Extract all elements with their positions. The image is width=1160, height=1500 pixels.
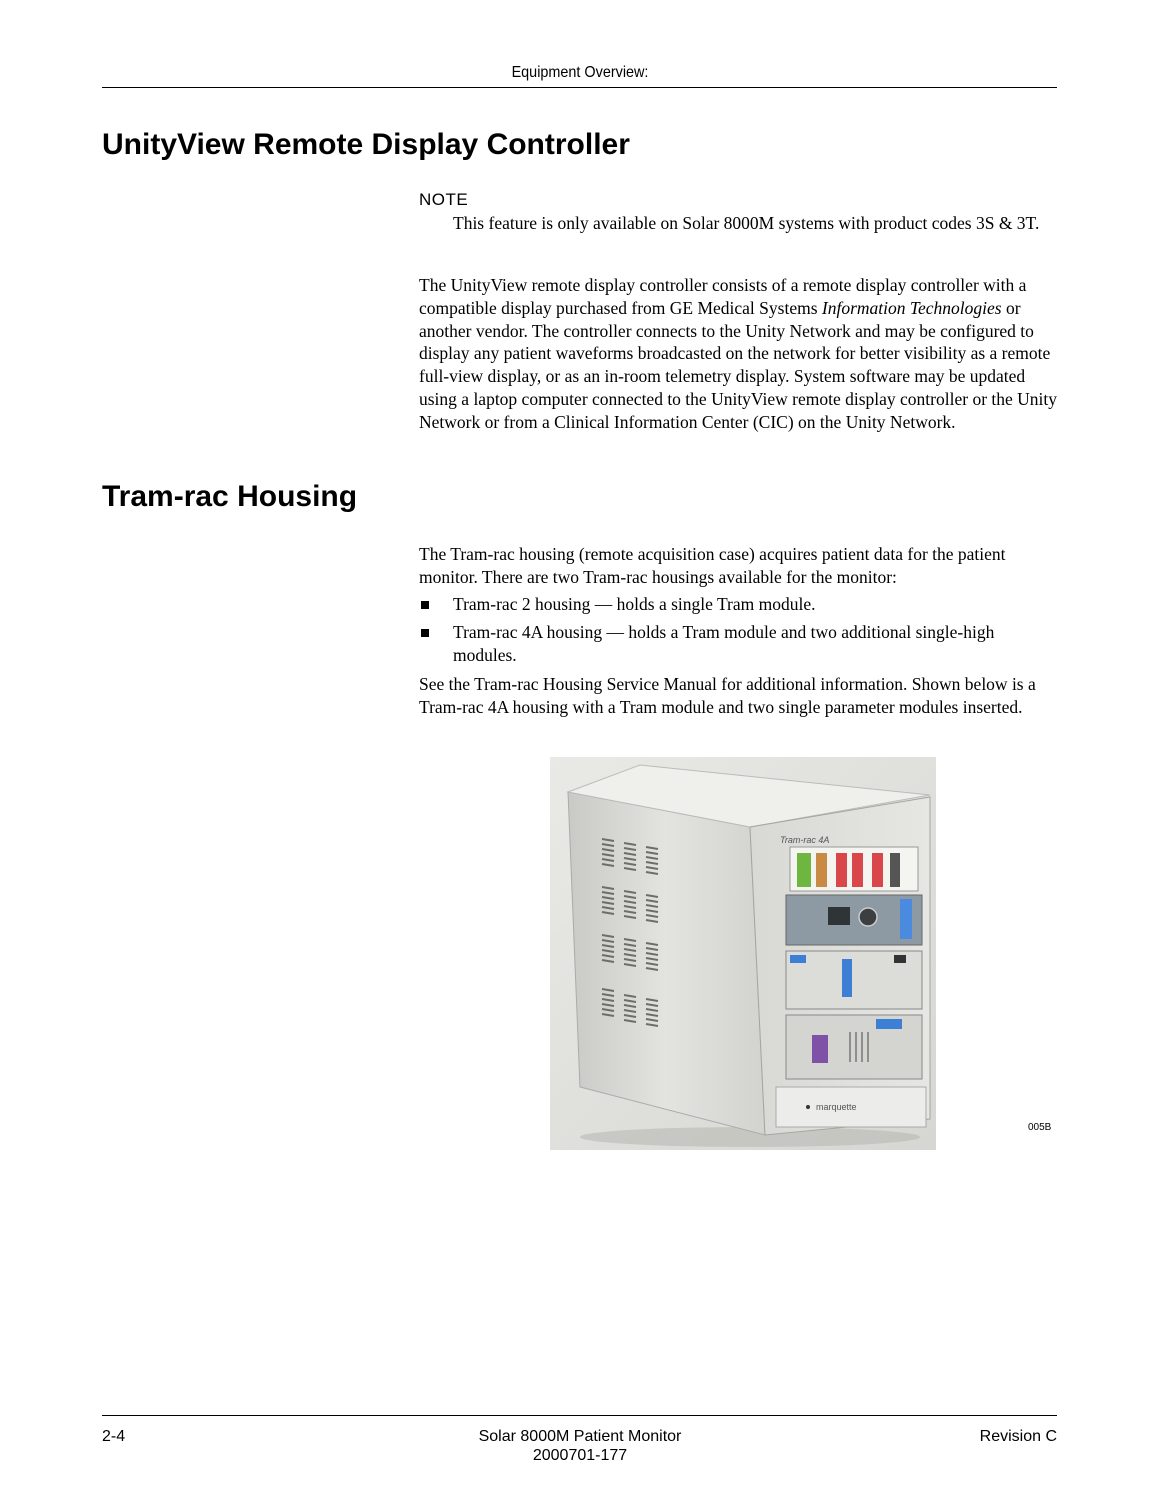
bullet-square-icon	[421, 629, 429, 637]
tramrac-outro: See the Tram-rac Housing Service Manual for additional information. Shown below is a Tram-rac 4A housing with a Tram module and two single parameter modules inserted.	[419, 674, 1036, 717]
note-text: This feature is only available on Solar 8000M systems with product codes 3S & 3T.	[453, 213, 1040, 233]
section-heading-unityview: UnityView Remote Display Controller	[102, 128, 630, 161]
figure-id: 005B	[1028, 1122, 1052, 1133]
section-heading-tramrac: Tram-rac Housing	[102, 480, 358, 513]
device-maker-label: marquette	[816, 1102, 857, 1112]
page-number: 2-4	[102, 1428, 126, 1445]
bullet-item	[419, 621, 1059, 667]
note-label: NOTE	[419, 190, 469, 209]
footer-rule	[102, 1415, 1057, 1416]
tramrac-intro: The Tram-rac housing (remote acquisition case) acquires patient data for the patient monitor. There are two Tram-rac housings available for the monitor:	[419, 544, 1006, 587]
bullet-item	[419, 593, 1059, 616]
revision: Revision C	[979, 1428, 1057, 1445]
unityview-paragraph	[419, 274, 1059, 434]
unityview-text-2: or another vendor. The controller connects to the Unity Network and may be configured to display any patient waveforms broadcasted on the network for better visibility as a remote full-view display, or as an in-room telemetry display. System software may be updated using a laptop computer connected to the UnityView remote display controller or the Unity Network or from a Clinical Information Center (CIC) on the Unity Network.	[419, 297, 1058, 432]
unityview-text-1: The UnityView remote display controller consists of a remote display controller with a compatible display purchased from GE Medical Systems	[419, 275, 1027, 318]
bullet-square-icon	[421, 601, 429, 609]
bullet-text: Tram-rac 2 housing — holds a single Tram module.	[453, 594, 816, 614]
tramrac-housing-photo	[550, 757, 936, 1150]
doc-number: 2000701-177	[532, 1447, 628, 1464]
header-rule	[102, 87, 1057, 88]
running-header: Equipment Overview:	[511, 64, 649, 81]
device-brand-label: Tram-rac 4A	[780, 835, 830, 845]
bullet-text: Tram-rac 4A housing — holds a Tram module and two additional single-high modules.	[453, 621, 995, 665]
unityview-text-italic: Information Technologies	[821, 297, 1002, 318]
product-name: Solar 8000M Patient Monitor	[478, 1428, 682, 1445]
tramrac-bullet-list	[419, 593, 1059, 671]
